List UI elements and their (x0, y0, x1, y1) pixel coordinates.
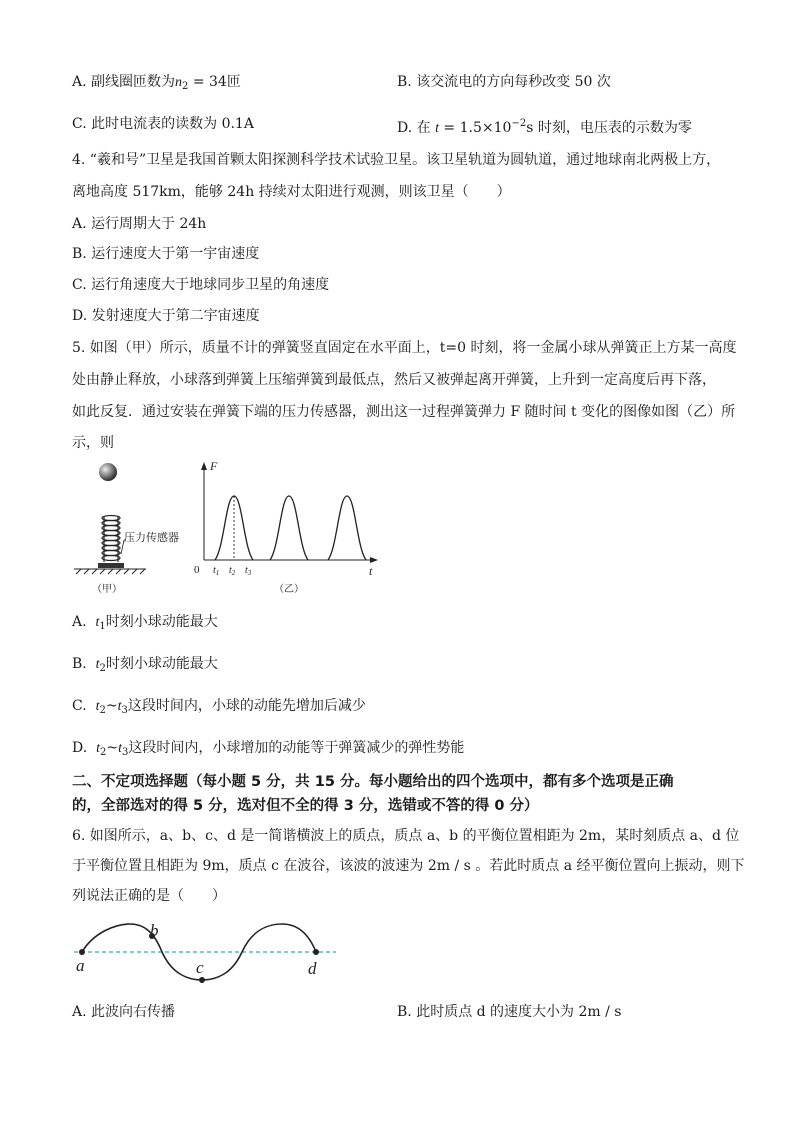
q5-stem-line3: 如此反复．通过安装在弹簧下端的压力传感器，测出这一过程弹簧弹力 F 随时间 t 变化的图像如图（乙）所 (72, 404, 736, 420)
q6-wave-figure (70, 918, 340, 990)
q6-option-a[interactable]: A. 此波向右传播 (72, 1004, 176, 1020)
q3-option-a[interactable] (72, 72, 241, 97)
q6-stem-line3: 列说法正确的是（ ） (72, 888, 226, 904)
point-a (79, 949, 85, 955)
q3-option-b[interactable]: B. 该交流电的方向每秒改变 50 次 (397, 74, 611, 90)
label-b: b (150, 921, 159, 940)
q4-option-d[interactable]: D. 发射速度大于第二宇宙速度 (72, 308, 260, 324)
q5-option-b[interactable] (72, 654, 218, 679)
q3-option-d-sup: −2 (511, 118, 527, 129)
origin-label: 0 (194, 564, 200, 576)
q4-option-c[interactable]: C. 运行角速度大于地球同步卫星的角速度 (72, 277, 330, 293)
q5-option-c-sub2: 3 (121, 705, 128, 716)
q3-option-a-var: n (175, 75, 183, 90)
q5-option-d-text: 这段时间内，小球增加的动能等于弹簧减少的弹性势能 (128, 740, 465, 756)
q4-option-a[interactable]: A. 运行周期大于 24h (72, 216, 207, 232)
q5-option-d[interactable] (72, 738, 464, 763)
yi-label: （乙） (274, 584, 304, 595)
q5-option-d-var2: t (118, 741, 122, 756)
q3-option-d-prefix: D. 在 (397, 120, 431, 136)
q3-option-c[interactable]: C. 此时电流表的读数为 0.1A (72, 116, 254, 132)
q6-stem-line2: 于平衡位置且相距为 9m，质点 c 在波谷，该波的波速为 2m / s 。若此时质点 a 经平衡位置向上振动，则下 (72, 858, 745, 874)
q3-option-a-value: = 34 (188, 74, 227, 90)
q3-option-d[interactable] (397, 114, 692, 139)
q5-option-a-text: 时刻小球动能最大 (105, 614, 218, 630)
q4-option-b[interactable]: B. 运行速度大于第一宇宙速度 (72, 246, 260, 262)
q5-stem-line4: 示，则 (72, 435, 114, 451)
q3-option-a-sub: 2 (182, 81, 189, 92)
spring (102, 516, 120, 563)
q5-option-d-var1: t (96, 741, 100, 756)
force-pulse-3 (328, 496, 366, 560)
q5-figure (68, 458, 398, 600)
q5-option-d-sub1: 2 (99, 747, 107, 758)
q4-stem-line2: 离地高度 517km，能够 24h 持续对太阳进行观测，则该卫星（ ） (72, 184, 511, 200)
q5-option-b-var: t (95, 657, 100, 672)
q5-option-a[interactable] (72, 612, 218, 637)
q5-option-d-letter: D. (72, 740, 88, 756)
t3-label: $t_3$ (245, 565, 252, 577)
q5-option-a-var: t (95, 615, 100, 630)
sensor-label: 压力传感器 (124, 532, 179, 544)
jia-label: （甲） (92, 584, 122, 595)
q5-option-c-var2: t (117, 699, 122, 714)
q5-option-c-tilde: ~ (105, 698, 118, 714)
q5-option-c-sub1: 2 (99, 705, 106, 716)
q5-option-b-text: 时刻小球动能最大 (105, 656, 218, 672)
section2-heading-line2: 的，全部选对的得 5 分，选对但不全的得 3 分，选错或不答的得 0 分） (72, 798, 539, 814)
q4-stem-line1: 4. “羲和号”卫星是我国首颗太阳探测科学技术试验卫星。该卫星轨道为圆轨道，通过地球南北两极上方， (72, 152, 721, 168)
q5-option-a-letter: A. (72, 614, 87, 630)
ground (74, 569, 146, 574)
q6-stem-line1: 6. 如图所示，a、b、c、d 是一简谐横波上的质点，质点 a、b 的平衡位置相距为 2m，某时刻质点 a、d 位 (72, 828, 740, 844)
pressure-sensor (98, 563, 124, 568)
metal-ball (99, 463, 117, 481)
q3-option-d-value: = 1.5×10 (438, 120, 512, 136)
point-d (313, 949, 319, 955)
label-c: c (196, 958, 204, 977)
q3-option-d-suffix: s 时刻，电压表的示数为零 (526, 120, 692, 136)
q5-option-a-sub: 1 (99, 621, 106, 632)
label-a: a (76, 956, 85, 975)
ft-graph (194, 459, 378, 595)
q3-option-a-prefix: A. 副线圈匝数为 (72, 74, 176, 90)
q5-option-d-sub2: 3 (121, 747, 129, 758)
q5-option-c-var1: t (95, 699, 100, 714)
q5-option-d-tilde: ~ (106, 740, 119, 756)
q3-option-d-var: t (435, 121, 439, 136)
t2-label: $t_2$ (229, 565, 236, 577)
q5-stem-line1: 5. 如图（甲）所示，质量不计的弹簧竖直固定在水平面上，t=0 时刻，将一金属小球从弹簧正上方某一高度 (72, 340, 737, 356)
section2-heading-line1: 二、不定项选择题（每小题 5 分，共 15 分。每小题给出的四个选项中，都有多个选项是正确 (72, 774, 674, 790)
q5-option-c[interactable] (72, 696, 366, 721)
label-d: d (308, 959, 317, 978)
axis-f-label: F (210, 459, 218, 473)
q6-option-b[interactable]: B. 此时质点 d 的速度大小为 2m / s (397, 1004, 622, 1020)
t1-label: $t_1$ (213, 565, 220, 577)
q5-stem-line2: 处由静止释放，小球落到弹簧上压缩弹簧到最低点，然后又被弹起离开弹簧，上升到一定高度后再下落， (72, 372, 716, 388)
q5-option-c-letter: C. (72, 698, 87, 714)
force-pulse-2 (270, 496, 308, 560)
q5-option-c-text: 这段时间内，小球的动能先增加后减少 (127, 698, 366, 714)
axis-t-label: t (369, 564, 373, 578)
q5-option-b-sub: 2 (99, 663, 106, 674)
point-c (199, 977, 205, 983)
q5-option-b-letter: B. (72, 656, 87, 672)
q3-option-a-suffix: 匝 (226, 74, 241, 90)
